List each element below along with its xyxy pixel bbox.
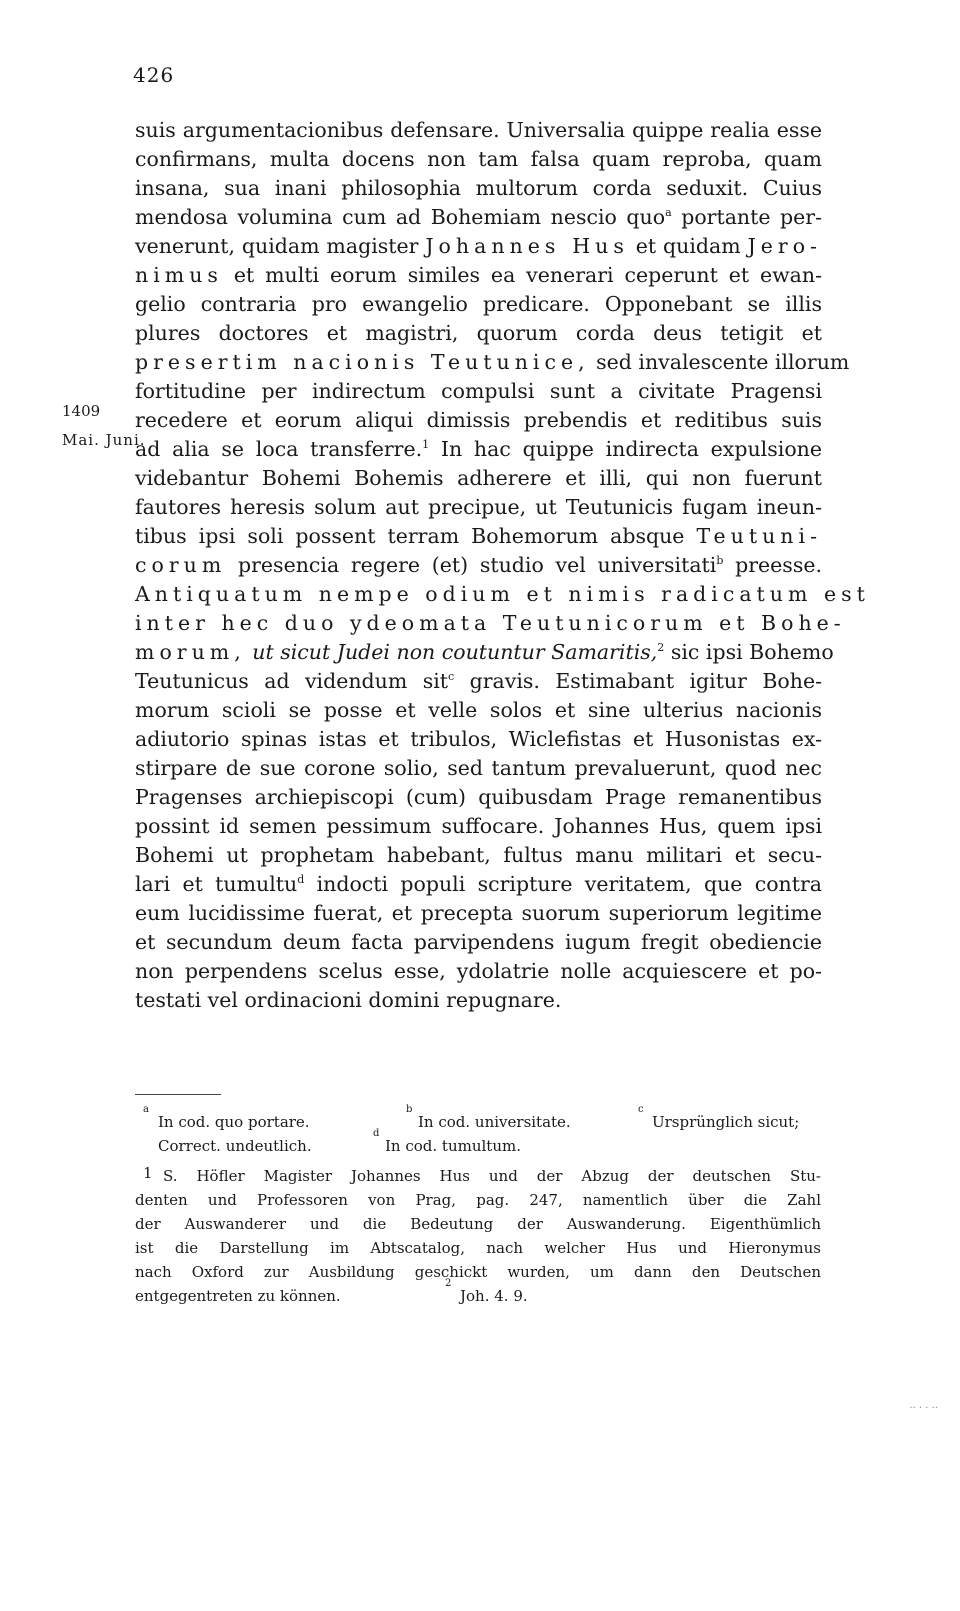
footnote-text: Ursprünglich sicut; [652,1113,800,1131]
text-line [135,580,870,608]
footnote-text: In cod. quo portare. [158,1113,310,1131]
text-line: ad alia se loca transferre.$^1$ In hac quippe indirecta expulsione [135,437,822,461]
text-line: morum, ut sicut Judei non coutuntur Samaritis,$^2$ sic ipsi Bohemo [135,640,834,664]
text-line: adiutorio spinas istas et tribulos, Wiclefistas et Husonistas ex- [135,727,822,751]
name-spaced: Johannes Hus [425,234,629,258]
name-spaced: Jero- [747,234,822,258]
text-line: possint id semen pessimum suffocare. Johannes Hus, quem ipsi [135,814,822,838]
phrase-spaced: Antiquatum nempe odium et nimis radicatum est [135,582,870,606]
text-line [135,609,846,637]
footnote-text: Joh. 4. 9. [460,1287,528,1305]
name-spaced: corum [135,553,227,577]
text-line: gelio contraria pro ewangelio predicare. Opponebant se illis [135,292,822,316]
text-line: insana, sua inani philosophia multorum corda seduxit. Cuius [135,176,822,200]
footnote-ref: c [448,670,455,683]
text-line: mendosa volumina cum ad Bohemiam nescio quo$^a$ portante per- [135,205,823,229]
footnote-ref: a [665,206,672,219]
text-line: confirmans, multa docens non tam falsa quam reproba, quam [135,147,822,171]
footnote-text: In cod. tumultum. [385,1137,521,1155]
footnote-line: der Auswanderer und die Bedeutung der Auswanderung. Eigenthümlich [135,1215,821,1233]
text-line: plures doctores et magistri, quorum corda deus tetigit et [135,321,822,345]
footnote-line: ist die Darstellung im Abtscatalog, nach welcher Hus und Hieronymus [135,1239,821,1257]
text-line: stirpare de sue corone solio, sed tantum prevaluerunt, quod nec [135,756,822,780]
footnote-text: Correct. undeutlich. [158,1137,312,1155]
margin-note-date: Mai. Juni. [62,431,146,449]
phrase-spaced: inter hec duo ydeomata Teutunicorum et Bohe- [135,611,846,635]
footnote-ref: b [716,554,724,567]
text-line: eum lucidissime fuerat, et precepta suorum superiorum legitime [135,901,822,925]
name-spaced: Teutuni- [696,524,822,548]
quotation-italic: ut sicut Judei non coutuntur Samaritis, [245,640,658,664]
footnote-ref: 2 [657,641,665,654]
page-number: 426 [133,63,175,87]
text-line: et secundum deum facta parvipendens iugum fregit obediencie [135,930,822,954]
text-line: corum presencia regere (et) studio vel universitati$^b$ preesse. [135,553,822,577]
footnote-ref: 1 [422,438,430,451]
text-line: presertim nacionis Teutunice, sed invalescente illorum [135,350,850,374]
name-spaced: nimus [135,263,223,287]
footnote-line: S. Höfler Magister Johannes Hus und der Abzug der deutschen Stu- [163,1167,821,1185]
text-line: Teutunicus ad videndum sit$^c$ gravis. Estimabant igitur Bohe- [135,669,822,693]
footnote-mark: 1 [143,1164,153,1182]
text-line: suis argumentacionibus defensare. Universalia quippe realia esse [135,118,822,142]
footnote-line: entgegentreten zu können. [135,1287,341,1305]
footnote-line: denten und Professoren von Prag, pag. 247, namentlich über die Zahl [135,1191,821,1209]
text-line: nimus et multi eorum similes ea venerari ceperunt et ewan- [135,263,822,287]
text-line: venerunt, quidam magister Johannes Hus et quidam Jero- [135,234,822,258]
text-line: tibus ipsi soli possent terram Bohemorum absque Teutuni- [135,524,822,548]
text-line: morum scioli se posse et velle solos et sine ulterius nacionis [135,698,822,722]
footnote-text: In cod. universitate. [418,1113,571,1131]
text-line: testati vel ordinacioni domini repugnare. [135,988,562,1012]
margin-note-year: 1409 [62,402,101,420]
phrase-spaced: presertim nacionis Teutunice, [135,350,590,374]
text-line: Bohemi ut prophetam habebant, fultus manu militari et secu- [135,843,822,867]
text-line: recedere et eorum aliqui dimissis prebendis et reditibus suis [135,408,822,432]
text-line: fautores heresis solum aut precipue, ut Teutunicis fugam ineun- [135,495,822,519]
text-line: videbantur Bohemi Bohemis adherere et illi, qui non fuerunt [135,466,822,490]
footnote-line: nach Oxford zur Ausbildung geschickt wurden, um dann den Deutschen [135,1263,821,1281]
text-line: non perpendens scelus esse, ydolatrie nolle acquiescere et po- [135,959,822,983]
scan-speckle: ·· · · ·· [909,1403,938,1414]
text-line: Pragenses archiepiscopi (cum) quibusdam Prage remanentibus [135,785,822,809]
footnote-ref: d [297,873,305,886]
name-spaced: morum, [135,640,246,664]
text-line: fortitudine per indirectum compulsi sunt a civitate Pragensi [135,379,822,403]
footnote-rule [135,1094,221,1095]
text-line: lari et tumultu$^d$ indocti populi scripture veritatem, que contra [135,872,822,896]
